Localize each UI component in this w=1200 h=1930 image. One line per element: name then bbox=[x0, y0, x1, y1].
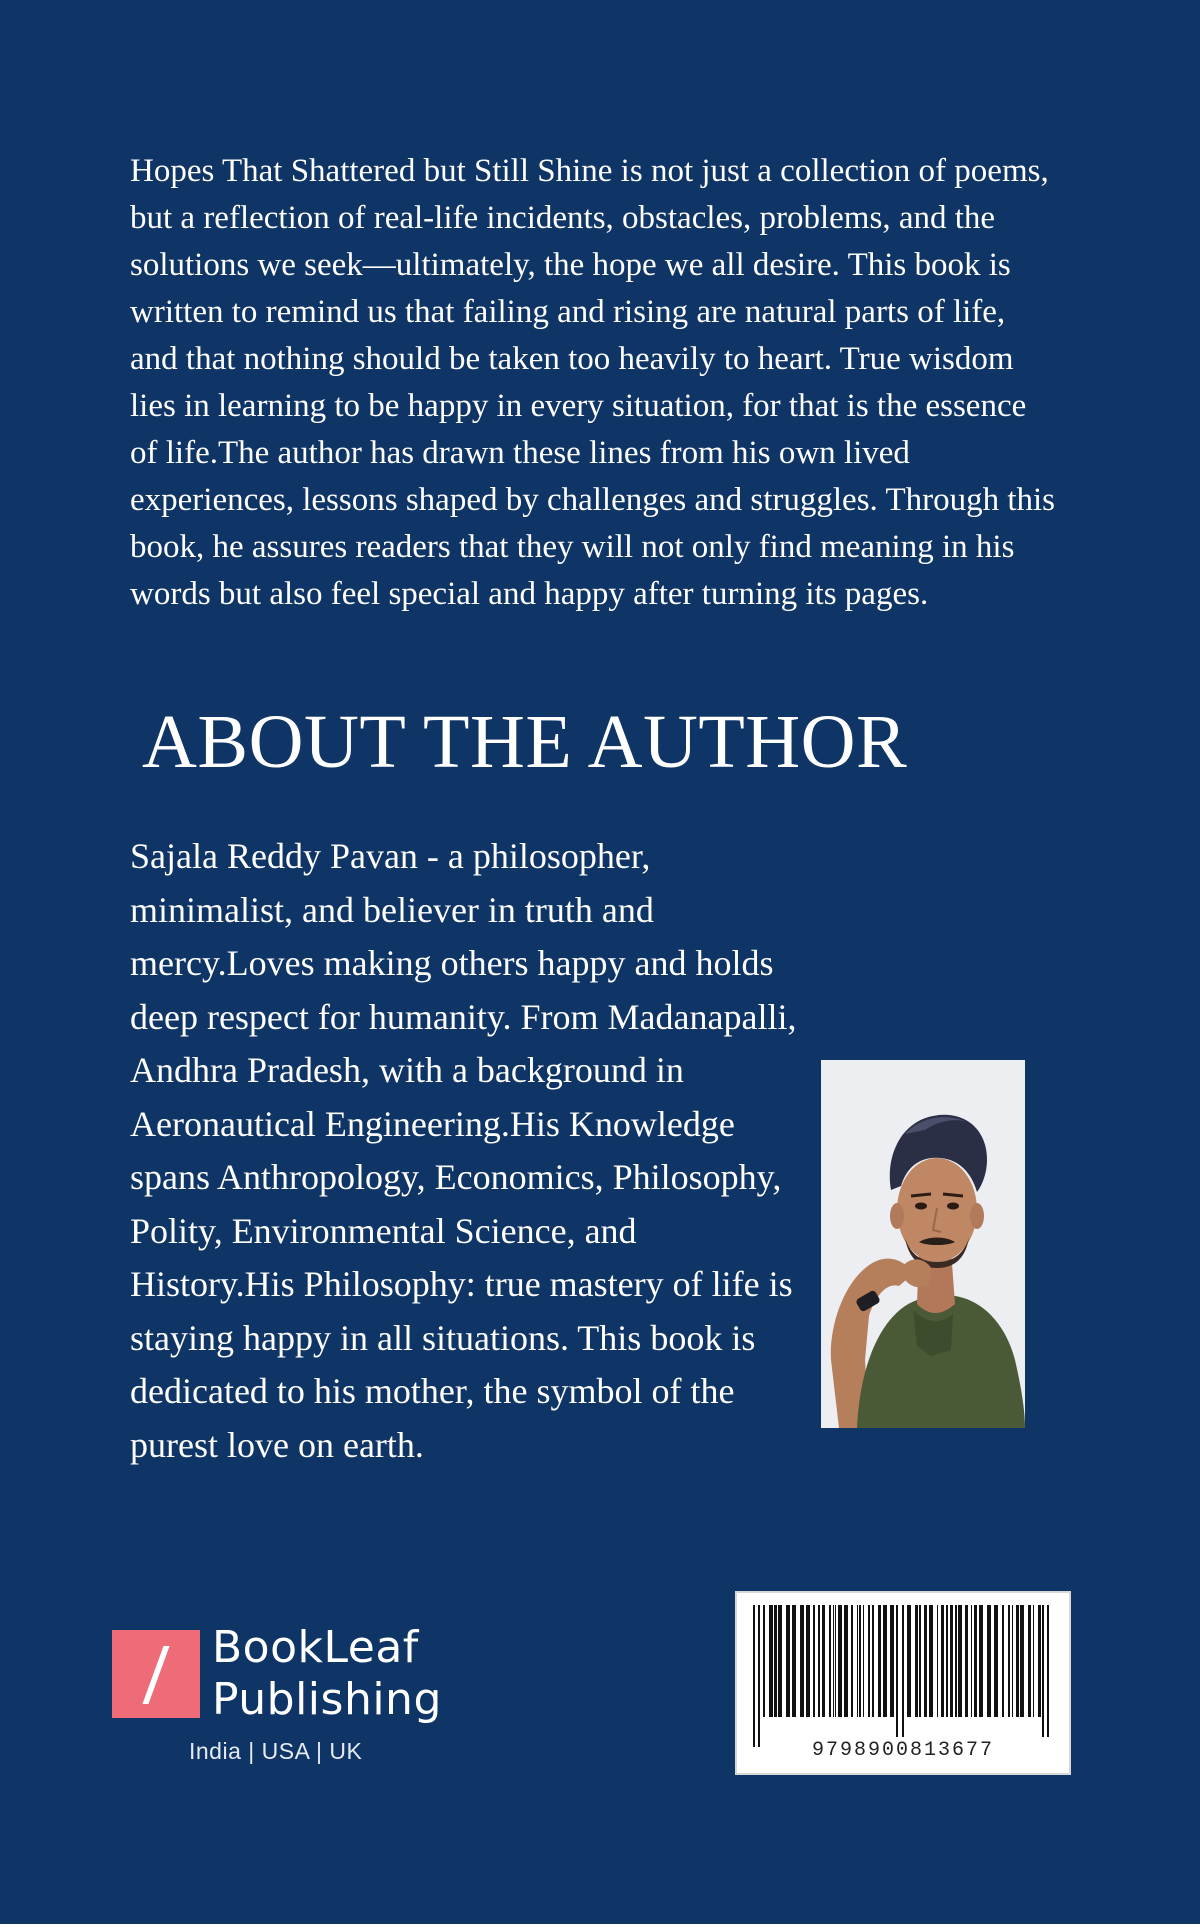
barcode-bar bbox=[872, 1605, 874, 1717]
book-blurb: Hopes That Shattered but Still Shine is not just a collection of poems, but a reflection of real-life incidents, obstacles, problems, and the solutions we seek—ultimately, the hope we all desire. This book is written to remind us that failing and rising are natural parts of life, and that nothing should be taken too heavily to heart. True wisdom lies in learning to be happy in every situation, for that is the essence of life.The author has drawn these lines from his own lived experiences, lessons shaped by challenges and struggles. Through this book, he assures readers that they will not only find meaning in his words but also feel special and happy after turning its pages. bbox=[130, 153, 1056, 612]
isbn-barcode bbox=[735, 1591, 1071, 1775]
barcode-bar bbox=[1028, 1605, 1031, 1717]
barcode-bar bbox=[979, 1605, 983, 1717]
author-photo bbox=[821, 1060, 1025, 1428]
barcode-bar bbox=[859, 1605, 861, 1717]
barcode-bar bbox=[753, 1605, 755, 1747]
barcode-bar bbox=[902, 1605, 904, 1747]
barcode-bar bbox=[838, 1605, 842, 1717]
barcode-bar bbox=[758, 1605, 760, 1747]
barcode-bar bbox=[878, 1605, 881, 1717]
publisher-name bbox=[212, 1622, 442, 1726]
barcode-bar bbox=[1020, 1605, 1024, 1717]
barcode-bar bbox=[1033, 1605, 1034, 1717]
barcode-bar bbox=[792, 1605, 796, 1717]
author-bio: Sajala Reddy Pavan - a philosopher, minimalist, and believer in truth and mercy.Loves making others happy and holds deep respect for humanity. From Madanapalli, Andhra Pradesh, with a background in Aeronautical Engineering.His Knowledge spans Anthropology, Economics, Philosophy, Polity, Environmental Science, and History.His Philosophy: true mastery of life is staying happy in all situations. This book is dedicated to his mother, the symbol of the purest love on earth. bbox=[130, 836, 797, 1465]
barcode-bar bbox=[857, 1605, 858, 1717]
barcode-bar bbox=[950, 1605, 953, 1717]
barcode-bar bbox=[1012, 1605, 1013, 1717]
publisher-name-line1: BookLeaf bbox=[212, 1622, 419, 1673]
barcode-bar bbox=[915, 1605, 918, 1717]
barcode-bar bbox=[844, 1605, 848, 1717]
barcode-bar bbox=[863, 1605, 864, 1717]
barcode-bar bbox=[924, 1605, 927, 1717]
barcode-bar bbox=[1038, 1605, 1041, 1717]
barcode-bar bbox=[907, 1605, 911, 1717]
barcode-bar bbox=[1042, 1605, 1044, 1747]
barcode-bar bbox=[955, 1605, 957, 1717]
isbn-number: 9798900813677 bbox=[811, 1739, 995, 1762]
barcode-bar bbox=[896, 1605, 898, 1747]
barcode-bar bbox=[941, 1605, 944, 1717]
author-portrait-icon bbox=[821, 1060, 1025, 1428]
barcode-bar bbox=[833, 1605, 834, 1717]
barcode-bar bbox=[868, 1605, 870, 1717]
barcode-bar bbox=[994, 1605, 998, 1717]
publisher-regions: India | USA | UK bbox=[189, 1738, 363, 1764]
barcode-bar bbox=[806, 1605, 810, 1717]
barcode-bar bbox=[769, 1605, 773, 1717]
barcode-bar bbox=[835, 1605, 836, 1717]
barcode-bar bbox=[1002, 1605, 1004, 1717]
barcode-bar bbox=[971, 1605, 972, 1717]
barcode-bar bbox=[786, 1605, 790, 1717]
barcode-bar bbox=[987, 1605, 991, 1717]
barcode-bar bbox=[851, 1605, 853, 1717]
barcode-bar bbox=[958, 1605, 962, 1717]
barcode-bar bbox=[829, 1605, 831, 1717]
barcode-bar bbox=[919, 1605, 921, 1717]
barcode-bar bbox=[1008, 1605, 1010, 1717]
about-the-author-heading: ABOUT THE AUTHOR bbox=[142, 700, 908, 784]
barcode-bar bbox=[937, 1605, 938, 1717]
barcode-bar bbox=[813, 1605, 815, 1717]
barcode-bar bbox=[774, 1605, 777, 1717]
barcode-bar bbox=[763, 1605, 765, 1717]
barcode-bar bbox=[946, 1605, 948, 1717]
barcode-bar bbox=[778, 1605, 782, 1717]
barcode-bar bbox=[800, 1605, 804, 1717]
barcode-bar bbox=[1016, 1605, 1019, 1717]
barcode-bar bbox=[1047, 1605, 1049, 1747]
barcode-bar bbox=[883, 1605, 887, 1717]
barcode-bar bbox=[974, 1605, 977, 1717]
barcode-bar bbox=[818, 1605, 820, 1717]
publisher-name-line2: Publishing bbox=[212, 1674, 442, 1725]
barcode-bar bbox=[965, 1605, 968, 1717]
publisher-logo bbox=[112, 1622, 452, 1770]
barcode-bar bbox=[929, 1605, 933, 1717]
bookleaf-slash-icon bbox=[112, 1630, 200, 1718]
barcode-bar bbox=[890, 1605, 894, 1717]
barcode-icon bbox=[753, 1605, 1053, 1747]
barcode-bar bbox=[822, 1605, 825, 1717]
